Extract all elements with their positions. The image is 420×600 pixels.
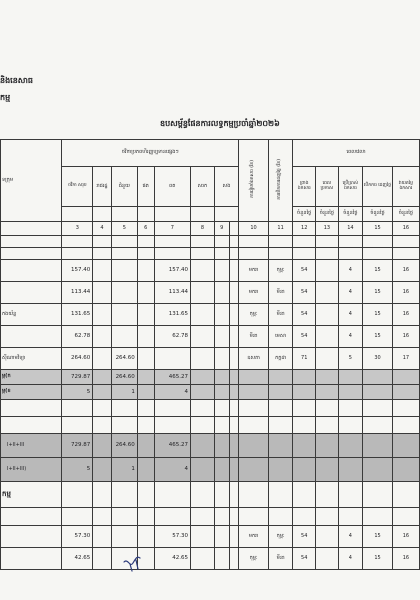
col-aid-header: ជំនួយ <box>111 167 137 207</box>
table-row: កងយ័ន្ត 131.65 131.65 កុម្ភៈ មីនា 54 4 15 16 <box>1 304 420 326</box>
project-column-header: ទក្រុម <box>1 140 62 222</box>
col-srk-header: សរក <box>191 167 215 207</box>
sched-open-header: បើកការ ដេញថ្លៃ <box>363 167 393 207</box>
subtotal-amount-row: ម្ភ(ក 729.87 264.60 465.27 <box>1 370 420 385</box>
sched-announce-header: ពេល ប្រកាស <box>316 167 338 207</box>
col-total-header: ថវិកា សរុប <box>62 167 93 207</box>
table-row: 113.44 113.44 មករា មីនា 54 4 15 16 <box>1 282 420 304</box>
grand-total-count-row: I+II+III) 5 1 4 <box>1 458 420 482</box>
grand-total-amount-row: I+II+III 729.87 264.60 465.27 <box>1 434 420 458</box>
col-sng-header: សង <box>214 167 238 207</box>
department-name-fragment: កម្ម <box>0 93 11 102</box>
table-row: 62.78 62.78 មីនា មេសា 54 4 15 16 <box>1 326 420 348</box>
funding-group-header: ថវិកាប្រភពហិរញ្ញប្បទានផ្សេងៗ <box>62 140 239 167</box>
column-number-row: 3 4 5 6 7 8 9 10 11 12 13 14 15 16 <box>1 222 420 236</box>
table-row: ស៊ីណាមវិទ្យា 264.60 264.60 ឧសភា កក្កដា 71 5 30 17 <box>1 348 420 370</box>
unit-label: ចំនួនថ្ងៃ <box>392 207 419 222</box>
col-fd-header: ផត <box>137 167 154 207</box>
unit-label: ចំនួនថ្ងៃ <box>316 207 338 222</box>
procurement-plan-table <box>0 139 420 570</box>
prep-month-header: ការរៀបចំឯកសារ (ខែ) <box>239 140 269 222</box>
sched-draft-header: ព្រាង ឯកសារ <box>293 167 316 207</box>
table-row: 57.30 57.30 មករា កុម្ភៈ 54 4 15 16 <box>1 526 420 548</box>
bid-open-month-header: ការបើកការដេញថ្លៃ (ខែ) <box>269 140 293 222</box>
table-row: 157.40 157.40 មករា កុម្ភៈ 54 4 15 16 <box>1 260 420 282</box>
col-gov-header: រាជរដ្ឋ <box>93 167 111 207</box>
unit-label: ចំនួនថ្ងៃ <box>363 207 393 222</box>
col-pt-header: ពត <box>154 167 191 207</box>
section-header-row: កម្ម <box>1 482 420 508</box>
signature-initial <box>122 554 144 574</box>
schedule-group-header: ពេលវេលា <box>293 140 420 167</box>
page-title: ឧបសម្ព័ន្ធផែនការលទ្ធកម្មប្រចាំឆ្នាំ២០២៦ <box>160 119 280 128</box>
unit-label: ចំនួនថ្ងៃ <box>293 207 316 222</box>
table-row: 42.65 42.65 កុម្ភៈ មីនា 54 4 15 16 <box>1 548 420 570</box>
sched-docs-header: ប្រើប្រាស់ ឯកសារ <box>338 167 363 207</box>
unit-label: ចំនួនថ្ងៃ <box>338 207 363 222</box>
sched-eval-header: វាយតម្លៃ ឯកសារ <box>392 167 419 207</box>
ministry-name-fragment: និងនេសាធ <box>0 76 34 85</box>
subtotal-count-row: ម្ភ(ខ 5 1 4 <box>1 385 420 400</box>
